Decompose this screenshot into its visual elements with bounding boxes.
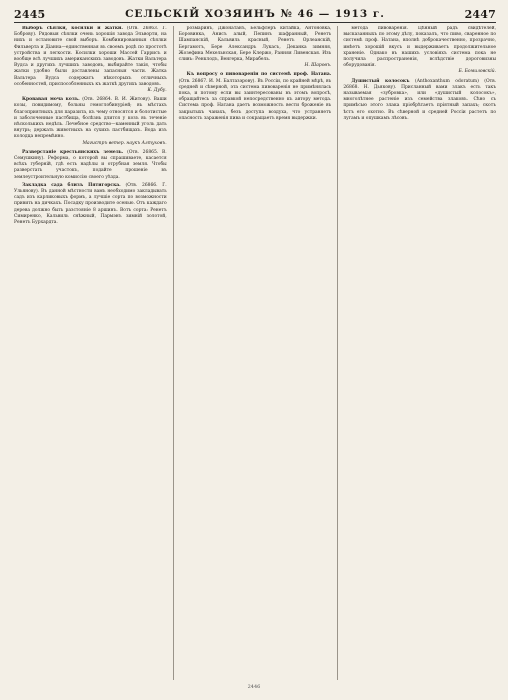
article-text: (Отв. 26864. В. И. Житову). Ваши козы, повидимому, больны гемоглобинуріей; въ мѣстахъ благоприятныхъ для паразита, къ чему относятся и болотистые и заболоченные пастбища, болѣзнь длится у козъ въ теченіе нѣсколькихъ недѣль. Лечебное средство—каменный уголь дать внутрь; держать животныхъ на сухихъ пастбищахъ. Вода изъ колодца непремѣнно.: [14, 97, 167, 140]
article: [179, 72, 332, 122]
article-signature: К. Дубу.: [147, 88, 167, 94]
page-footer: [0, 684, 508, 690]
article-heading: Выборъ сѣялки, косилки и жатки.: [22, 26, 123, 31]
article-heading: Къ вопросу о пивовареніи по системѣ проф. Натана.: [186, 72, 332, 78]
article-signature: Б. Бомиловскій.: [458, 69, 497, 75]
article-text: (Отв. 26866. Г. Ульянову). Въ данной мѣстности вамъ необходимо закладывать садъ изъ карликовыхъ формъ, а лучшіе сорта по возможности привить на дичкахъ. Посадку производите осенью. Отъ каждаго дерева должно быть разстояніе 8 аршинъ. Вотъ сорта: Ренетъ Симиренко, Кальвиль снѣжный, Пармэнъ зимній золотой, Ренетъ Бурхардта.: [14, 182, 167, 226]
article-text: (Отв. 26863. Г. Боброву). Рядовыя сѣялки очень хорошія завода Эльворти, на нихъ и остановите свой выборъ. Комбинированныя сѣялки Фильверта и Діанна—единственная въ своемъ родѣ по простотѣ устройства и легкости. Косилки хороши Массей Гаррисъ и вообще всѣ лучшихъ американскихъ заводовъ. Жатки Вальтера Вудса и другихъ лучшихъ заводовъ, выбирайте такія, чтобы жатки удобно были доставлены запасныя части. Жатка Вальтера Вудса содержатъ нѣкоторыхъ отличныхъ особенностей, приспособленныхъ къ жаткѣ другихъ заводовъ.: [14, 26, 167, 87]
article: [343, 79, 496, 122]
article-heading: Душистый колосокъ: [351, 78, 410, 84]
column-1: [14, 26, 167, 680]
header-rule: [14, 22, 496, 23]
article: [14, 183, 167, 226]
article: [179, 26, 332, 69]
article: [343, 26, 496, 76]
page-number-left: 2445: [14, 7, 46, 21]
article-text: (Anthoxanthum odoratum) (Отв. 26868. Н. Дьякову). Присланный вами злакъ есть такъ называемая «зубровка», или «душистый колосокъ», многолѣтнее растеніе изъ семейства злаковъ. Сѣно съ примѣсью этого злака пріобрѣтаетъ пріятный запахъ; скотъ ѣстъ его охотно. Въ сѣверной и средней Россіи растетъ по лугамъ и опушкамъ лѣсовъ.: [343, 78, 497, 121]
page-header: [14, 6, 496, 22]
article: [14, 97, 167, 147]
article-text: метода пивоваренія. Цѣнный радъ свидѣтелей, высказанныхъ по этому дѣлу, показалъ, что пиво, сваренное по системѣ проф. Натана, вполнѣ доброкачественно, прозрачно, имѣетъ хорошій вкусъ и выдерживаетъ продолжительное храненіе. Однако въ нашихъ условіяхъ система пока не получила распространенія, вслѣдствіе дороговизны оборудованія.: [343, 26, 497, 69]
page-number-right: 2447: [464, 7, 496, 21]
article-signature: Магистръ ветер. наукъ Алтуховъ.: [82, 140, 167, 146]
column-3: [337, 26, 496, 680]
article: [14, 26, 167, 94]
article: [14, 150, 167, 181]
article-text: (Отв. 26867. И. М. Балтазэрову). Въ Россіи, по крайней мѣрѣ, въ средней и сѣверной, эта система пивоваренія не примѣнялась пока, и потому если вы заинтересованы въ этомъ вопросѣ, обращайтесь за справкой непосредственно къ автору метода. Система проф. Натана даетъ возможность вести броженіе въ закрытыхъ чанахъ, безъ доступа воздуха, что устраняетъ опасность зараженія пива и сокращаетъ время выдержки.: [178, 78, 332, 121]
footer-page-number: 2446: [247, 684, 261, 690]
column-2: [173, 26, 332, 680]
article-text: (Отв. 26865. В. Семушкину). Реформа, о которой вы спрашиваете, касается всѣхъ губерній, гдѣ есть надѣлы и отрубная земля. Чтобы разверстать участокъ, подайте прошеніе въ землеустроительную комиссію своего уѣзда.: [14, 149, 167, 180]
article-heading: Закладка сада близъ Пятигорска.: [22, 182, 121, 188]
journal-title: СЕЛЬСКІЙ ХОЗЯИНЪ № 46 — 1913 г.: [125, 8, 385, 20]
article-signature: Н. Шаровъ.: [304, 63, 332, 69]
text-columns: [14, 26, 496, 680]
article-heading: Кровавая моча козъ.: [22, 97, 80, 103]
article-heading: Разверстаніе крестьянскихъ земель.: [22, 149, 124, 155]
article-text: розмаринъ, Джонатанъ, Бельфлеръ китайка, Антоновка, Боровинка, Анисъ алый, Пепинъ шафранный, Ренетъ Шампанскій, Кальвиль красный, Ренетъ Орлеанскій, Бергамотъ, Бере Александръ Лукасъ, Деканка зимняя, Жозефина Мехельнская, Бере Клержо, Ранняя Ливенская. Изъ сливъ: Ренклодъ, Венгерка, Мирабель.: [178, 26, 332, 63]
